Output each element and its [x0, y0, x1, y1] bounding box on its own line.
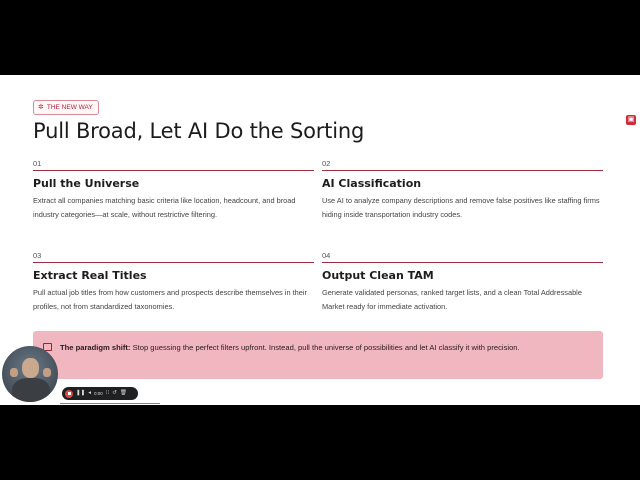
- step-heading: Output Clean TAM: [322, 269, 434, 282]
- app-icon[interactable]: ▣: [627, 116, 635, 123]
- section-badge: [33, 100, 99, 115]
- settings-icon[interactable]: ⁝⁝: [105, 390, 110, 396]
- webcam-bubble[interactable]: [2, 346, 58, 402]
- step-card-2: [322, 158, 603, 221]
- step-description: Generate validated personas, ranked target lists, and a clean Total Addressable Market ready for immediate activation.: [322, 288, 582, 311]
- step-number: 01: [33, 159, 42, 168]
- paradigm-callout: [33, 331, 603, 379]
- presenter-hand: [10, 368, 18, 377]
- pause-icon[interactable]: ❚❚: [76, 390, 86, 396]
- recorder-toolbar: [62, 387, 138, 400]
- callout-lead: The paradigm shift:: [60, 343, 131, 352]
- step-description: Extract all companies matching basic criteria like location, headcount, and broad industry categories—at scale, without restrictive filtering.: [33, 196, 296, 219]
- pointer-icon[interactable]: ◂: [88, 390, 91, 396]
- presenter-hand: [43, 368, 51, 377]
- badge-label: THE NEW WAY: [46, 104, 93, 111]
- divider: [33, 262, 314, 263]
- progress-indicator: [60, 403, 160, 404]
- step-number: 03: [33, 251, 42, 260]
- step-card-4: [322, 250, 603, 313]
- callout-body: Stop guessing the perfect filters upfront. Instead, pull the universe of possibilities and let AI classify it with precision.: [130, 343, 520, 352]
- restart-icon[interactable]: ↺: [112, 390, 117, 396]
- page-title: Pull Broad, Let AI Do the Sorting: [33, 119, 365, 143]
- callout-text: [60, 341, 595, 354]
- sparkle-icon: ✲: [38, 104, 44, 111]
- step-number: 04: [322, 251, 331, 260]
- presenter-head: [22, 358, 39, 378]
- step-heading: AI Classification: [322, 177, 422, 190]
- divider: [33, 170, 314, 171]
- delete-icon[interactable]: 🗑: [119, 390, 127, 396]
- step-number: 02: [322, 159, 331, 168]
- recording-timer: 0:00: [93, 391, 103, 396]
- step-card-1: [33, 158, 314, 221]
- step-heading: Pull the Universe: [33, 177, 140, 190]
- slide: [0, 75, 640, 405]
- step-description: Use AI to analyze company descriptions and remove false positives like staffing firms hiding inside transportation industry codes.: [322, 196, 600, 219]
- divider: [322, 262, 603, 263]
- divider: [322, 170, 603, 171]
- stop-record-button[interactable]: [65, 390, 73, 398]
- step-description: Pull actual job titles from how customers and prospects describe themselves in their profiles, not from standardized taxonomies.: [33, 288, 307, 311]
- step-card-3: [33, 250, 314, 313]
- step-heading: Extract Real Titles: [33, 269, 147, 282]
- presenter-body: [12, 378, 50, 402]
